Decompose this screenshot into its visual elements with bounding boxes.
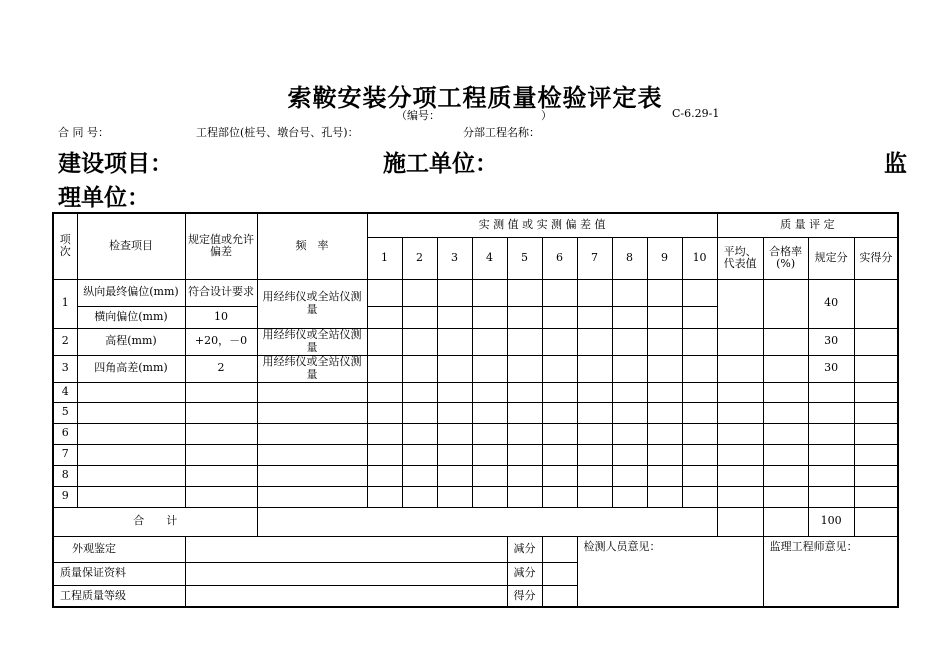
row-frequency: 用经纬仪或全站仪测量 <box>257 328 367 355</box>
header-score-got: 实得分 <box>854 237 898 279</box>
row-frequency: 用经纬仪或全站仪测量 <box>257 355 367 382</box>
row-score: 40 <box>808 279 854 328</box>
appearance-label: 外观鉴定 <box>53 536 185 562</box>
table-row <box>53 279 898 306</box>
supervisor-opinion: 监理工程师意见： <box>763 536 898 607</box>
row-spec: 符合设计要求 <box>185 279 257 306</box>
contractor-label: 施工单位： <box>383 150 498 177</box>
header-check-item: 检查项目 <box>77 213 185 279</box>
header-item-no: 项次 <box>53 213 77 279</box>
row-no: 2 <box>53 328 77 355</box>
row-score: 30 <box>808 328 854 355</box>
table-row <box>53 444 898 465</box>
grade-label: 工程质量等级 <box>53 585 185 607</box>
col-6: 6 <box>542 237 577 279</box>
table-row <box>53 465 898 486</box>
row-no: 3 <box>53 355 77 382</box>
supervisor-label-part1: 监 <box>884 150 907 177</box>
project-location-label: 工程部位(桩号、墩台号、孔号)： <box>196 126 359 139</box>
deduct-label-1: 减分 <box>507 536 542 562</box>
col-5: 5 <box>507 237 542 279</box>
row-spec: 10 <box>185 306 257 328</box>
col-1: 1 <box>367 237 402 279</box>
header-measured: 实 测 值 或 实 测 偏 差 值 <box>367 213 717 237</box>
row-no: 4 <box>53 382 77 402</box>
contract-no-label: 合 同 号： <box>58 126 109 139</box>
row-item: 高程(mm) <box>77 328 185 355</box>
total-score: 100 <box>808 507 854 536</box>
row-spec: 2 <box>185 355 257 382</box>
form-code: C-6.29-1 <box>672 107 720 120</box>
row-frequency: 用经纬仪或全站仪测量 <box>257 279 367 328</box>
row-item: 横向偏位(mm) <box>77 306 185 328</box>
col-2: 2 <box>402 237 437 279</box>
total-row <box>53 507 898 536</box>
header-score-std: 规定分 <box>808 237 854 279</box>
quality-table <box>52 212 899 608</box>
row-item: 四角高差(mm) <box>77 355 185 382</box>
number-close: ） <box>541 109 552 122</box>
inspector-opinion: 检测人员意见： <box>577 536 763 607</box>
sub-project-label: 分部工程名称： <box>463 126 540 139</box>
header-pass-rate: 合格率(%) <box>763 237 808 279</box>
row-no: 8 <box>53 465 77 486</box>
table-row <box>53 328 898 355</box>
col-4: 4 <box>472 237 507 279</box>
get-score-label: 得分 <box>507 585 542 607</box>
table-row <box>53 486 898 507</box>
header-frequency: 频 率 <box>257 213 367 279</box>
row-spec: +20，－0 <box>185 328 257 355</box>
row-item: 纵向最终偏位(mm) <box>77 279 185 306</box>
col-8: 8 <box>612 237 647 279</box>
construction-project-label: 建设项目： <box>58 150 173 177</box>
header-spec: 规定值或允许偏差 <box>185 213 257 279</box>
col-9: 9 <box>647 237 682 279</box>
table-row <box>53 423 898 444</box>
header-avg: 平均、代表值 <box>717 237 763 279</box>
quality-docs-label: 质量保证资料 <box>53 562 185 585</box>
total-label: 合 计 <box>53 507 257 536</box>
table-row <box>53 382 898 402</box>
header-quality: 质 量 评 定 <box>717 213 898 237</box>
footer-row <box>53 536 898 562</box>
row-no: 5 <box>53 402 77 423</box>
col-10: 10 <box>682 237 717 279</box>
supervisor-label-part2: 理单位： <box>58 184 150 211</box>
col-3: 3 <box>437 237 472 279</box>
col-7: 7 <box>577 237 612 279</box>
row-no: 9 <box>53 486 77 507</box>
deduct-label-2: 减分 <box>507 562 542 585</box>
table-row <box>53 402 898 423</box>
row-score: 30 <box>808 355 854 382</box>
page-title: 索鞍安装分项工程质量检验评定表 <box>287 83 663 112</box>
table-row <box>53 355 898 382</box>
row-no: 6 <box>53 423 77 444</box>
row-no: 1 <box>53 279 77 328</box>
number-label: （编号： <box>396 109 440 122</box>
row-no: 7 <box>53 444 77 465</box>
